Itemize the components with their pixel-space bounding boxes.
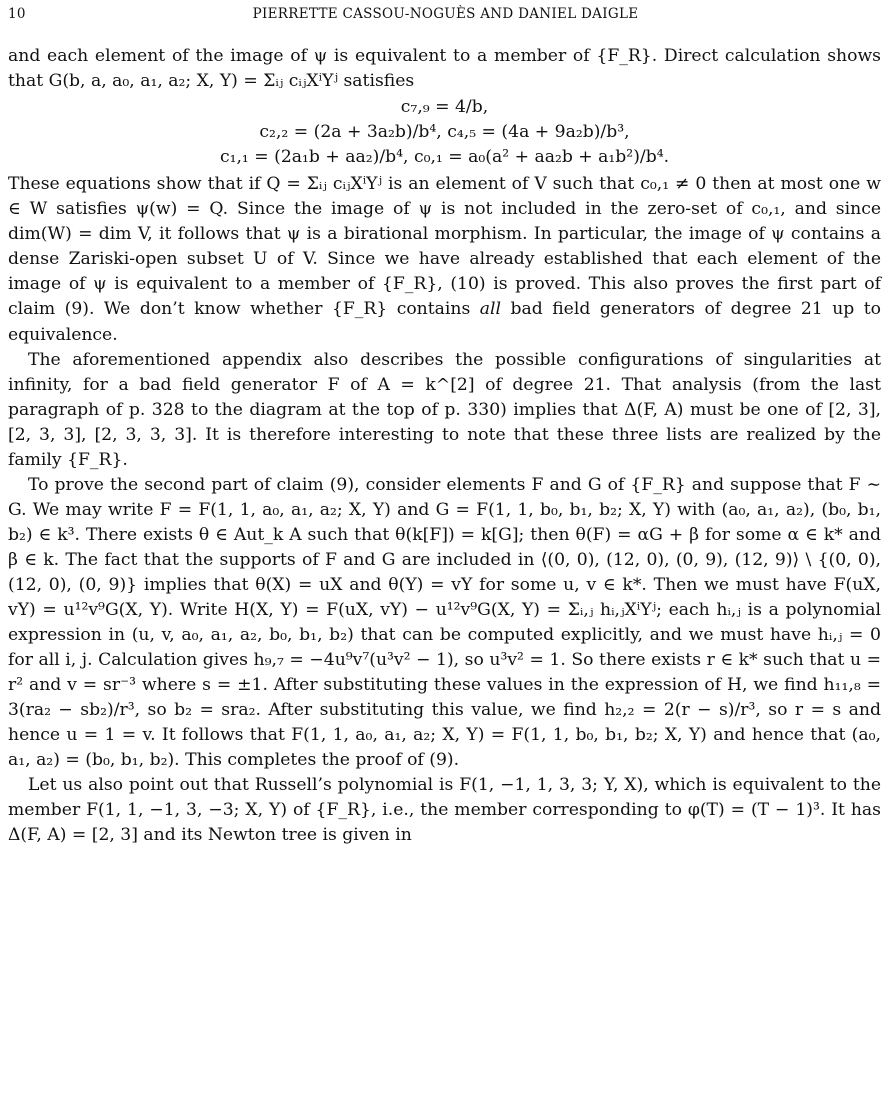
paragraph-2 bbox=[8, 172, 881, 347]
equation-c11-c01: c₁,₁ = (2a₁b + aa₂)/b⁴, c₀,₁ = a₀(a² + aa₂b + a₁b²)/b⁴. bbox=[219, 147, 670, 168]
equation-c22-c45: c₂,₂ = (2a + 3a₂b)/b⁴, c₄,₅ = (4a + 9a₂b)/b³, bbox=[259, 122, 630, 143]
equation-block bbox=[8, 95, 881, 170]
paragraph-1: and each element of the image of ψ is equivalent to a member of {F_R}. Direct calculation shows that G(b, a, a₀, a₁, a₂; X, Y) = Σᵢⱼ cᵢⱼXⁱYʲ satisfies bbox=[8, 46, 881, 92]
paragraph-2-text-b: bad field generators of degree 21 up to equivalence. bbox=[8, 299, 881, 345]
paragraph-2-text-a: These equations show that if Q = Σᵢⱼ cᵢⱼXⁱYʲ is an element of V such that c₀,₁ ≠ 0 then at most one w ∈ W satisfies ψ(w) = Q. Since the image of ψ is not included in the zero-set of c₀,₁, and since dim(W) = dim V, it follows that ψ is a birational morphism. In particular, the image of ψ contains a dense Zariski-open subset U of V. Since we have already established that each element of the image of ψ is equivalent to a member of {F_R}, (10) is proved. This also proves the first part of claim (9). We don’t know whether {F_R} contains bbox=[8, 174, 881, 320]
page-header bbox=[0, 6, 891, 28]
paragraph-3: The aforementioned appendix also describes the possible configurations of singularities at infinity, for a bad field generator F of A = k^[2] of degree 21. That analysis (from the last paragraph of p. 328 to the diagram at the top of p. 330) implies that Δ(F, A) must be one of [2, 3], [2, 3, 3], [2, 3, 3, 3]. It is therefore interesting to note that these three lists are realized by the family {F_R}. bbox=[8, 349, 881, 470]
running-title: PIERRETTE CASSOU-NOGUÈS AND DANIEL DAIGLE bbox=[252, 6, 639, 22]
paragraph-4: To prove the second part of claim (9), consider elements F and G of {F_R} and suppose that F ∼ G. We may write F = F(1, 1, a₀, a₁, a₂; X, Y) and G = F(1, 1, b₀, b₁, b₂; X, Y) with (a₀, a₁, a₂), (b₀, b₁, b₂) ∈ k³. There exists θ ∈ Aut_k A such that θ(k[F]) = k[G]; then θ(F) = αG + β for some α ∈ k* and β ∈ k. The fact that the supports of F and G are included in ⟨(0, 0), (12, 0), (0, 9), (12, 9)⟩ \ {(0, 0), (12, 0), (0, 9)} implies that θ(X) = uX and θ(Y) = vY for some u, v ∈ k*. Then we must have F(uX, vY) = u¹²v⁹G(X, Y). Write H(X, Y) = F(uX, vY) − u¹²v⁹G(X, Y) = Σᵢ,ⱼ hᵢ,ⱼXⁱYʲ; each hᵢ,ⱼ is a polynomial expression in (u, v, a₀, a₁, a₂, b₀, b₁, b₂) that can be computed explicitly, and we must have hᵢ,ⱼ = 0 for all i, j. Calculation gives h₉,₇ = −4u⁹v⁷(u³v² − 1), so u³v² = 1. So there exists r ∈ k* such that u = r² and v = sr⁻³ where s = ±1. After substituting these values in the expression of H, we find h₁₁,₈ = 3(ra₂ − sb₂)/r³, so b₂ = sra₂. After substituting this value, we find h₂,₂ = 2(r − s)/r³, so r = s and hence u = 1 = v. It follows that F(1, 1, a₀, a₁, a₂; X, Y) = F(1, 1, b₀, b₁, b₂; X, Y) and hence that (a₀, a₁, a₂) = (b₀, b₁, b₂). This completes the proof of (9). bbox=[8, 474, 881, 771]
paragraph-5: Let us also point out that Russell’s polynomial is F(1, −1, 1, 3, 3; Y, X), which is equivalent to the member F(1, 1, −1, 3, −3; X, Y) of {F_R}, i.e., the member corresponding to φ(T) = (T − 1)³. It has Δ(F, A) = [2, 3] and its Newton tree is given in bbox=[8, 775, 881, 846]
body-text bbox=[8, 44, 881, 849]
equation-c79: c₇,₉ = 4/b, bbox=[400, 97, 489, 118]
page-number: 10 bbox=[8, 6, 26, 22]
emphasis-all: all bbox=[479, 299, 502, 320]
